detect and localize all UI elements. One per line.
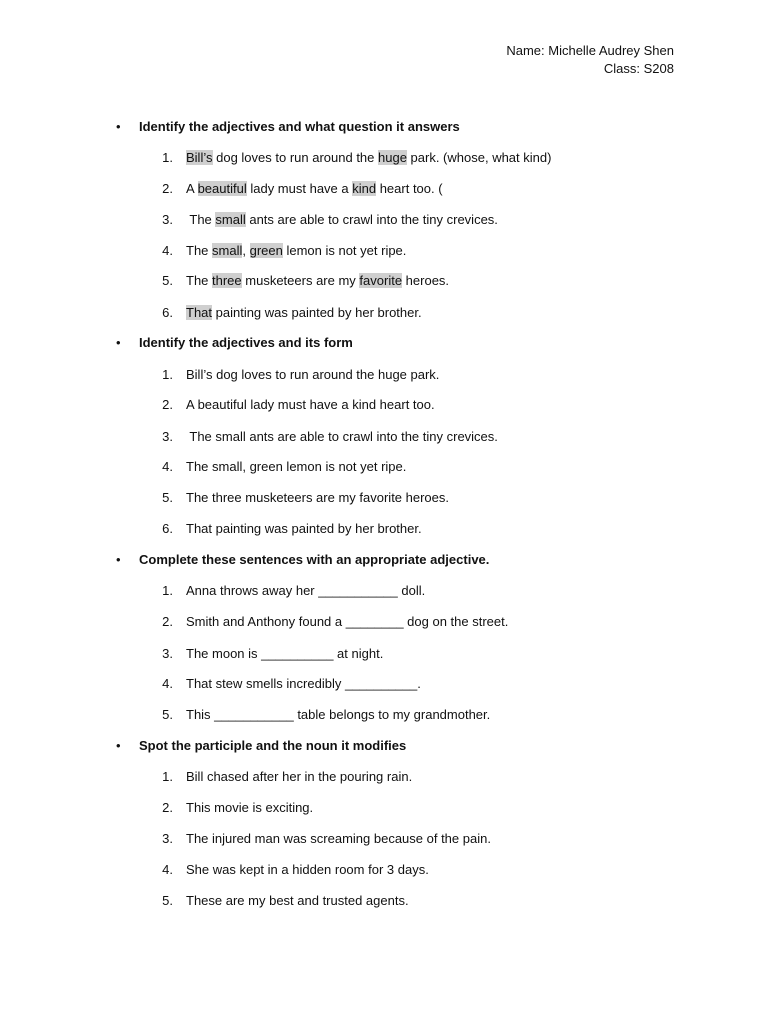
list-item — [186, 243, 406, 258]
list-item — [186, 521, 422, 536]
bullet-icon: • — [116, 119, 121, 134]
sentence-text: The moon is __________ at night. — [186, 646, 384, 661]
sentence-text: Bill’s dog loves to run around the huge park. — [186, 367, 440, 382]
sentence-text: Anna throws away her ___________ doll. — [186, 583, 426, 598]
sentence-text: The — [186, 243, 213, 258]
highlighted-adjective: beautiful — [197, 181, 247, 196]
sentence-text: This movie is exciting. — [186, 800, 314, 815]
item-number: 3. — [162, 212, 173, 227]
item-number: 5. — [162, 707, 173, 722]
highlighted-adjective: Bill’s — [186, 150, 213, 165]
highlighted-adjective: That — [186, 305, 213, 320]
section-heading: Identify the adjectives and its form — [139, 335, 353, 350]
list-item — [186, 676, 421, 691]
item-number: 4. — [162, 243, 173, 258]
item-number: 3. — [162, 831, 173, 846]
sentence-text: These are my best and trusted agents. — [186, 893, 409, 908]
item-number: 4. — [162, 862, 173, 877]
sentence-text: The — [186, 273, 213, 288]
sentence-text: That stew smells incredibly __________. — [186, 676, 421, 691]
list-item — [186, 212, 498, 227]
sentence-text: painting was painted by her brother. — [212, 305, 422, 320]
item-number: 2. — [162, 614, 173, 629]
item-number: 1. — [162, 769, 173, 784]
item-number: 2. — [162, 397, 173, 412]
list-item — [186, 614, 508, 629]
list-item — [186, 305, 422, 320]
list-item — [186, 273, 449, 288]
list-item — [186, 707, 490, 722]
bullet-icon: • — [116, 552, 121, 567]
highlighted-adjective: three — [212, 273, 242, 288]
highlighted-adjective: kind — [352, 181, 377, 196]
list-item — [186, 646, 383, 661]
item-number: 6. — [162, 305, 173, 320]
list-item — [186, 490, 449, 505]
sentence-text: ants are able to crawl into the tiny crevices. — [245, 212, 498, 227]
highlighted-adjective: favorite — [359, 273, 403, 288]
list-item — [186, 181, 443, 196]
sentence-text: musketeers are my — [241, 273, 360, 288]
list-item — [186, 862, 429, 877]
item-number: 3. — [162, 429, 173, 444]
sentence-text: That painting was painted by her brother. — [186, 521, 422, 536]
sentence-text: A beautiful lady must have a kind heart too. — [186, 397, 435, 412]
sentence-text: The small, green lemon is not yet ripe. — [186, 459, 407, 474]
sentence-text: heart too. ( — [376, 181, 443, 196]
sentence-text: This ___________ table belongs to my grandmother. — [186, 707, 491, 722]
item-number: 1. — [162, 367, 173, 382]
list-item — [186, 583, 425, 598]
sentence-text: lady must have a — [246, 181, 353, 196]
highlighted-adjective: small — [212, 243, 243, 258]
list-item — [186, 459, 406, 474]
sentence-text: The three musketeers are my favorite heroes. — [186, 490, 450, 505]
sentence-text: The — [186, 212, 216, 227]
item-number: 4. — [162, 459, 173, 474]
sentence-text: A — [186, 181, 198, 196]
item-number: 2. — [162, 181, 173, 196]
sentence-text: dog loves to run around the — [212, 150, 379, 165]
sentence-text: Smith and Anthony found a ________ dog on the street. — [186, 614, 509, 629]
item-number: 1. — [162, 583, 173, 598]
highlighted-adjective: green — [249, 243, 283, 258]
item-number: 3. — [162, 646, 173, 661]
list-item — [186, 429, 498, 444]
student-class: Class: S208 — [603, 61, 674, 76]
list-item — [186, 367, 439, 382]
highlighted-adjective: small — [215, 212, 246, 227]
item-number: 6. — [162, 521, 173, 536]
sentence-text: , — [242, 243, 250, 258]
item-number: 5. — [162, 490, 173, 505]
section-heading: Complete these sentences with an appropriate adjective. — [139, 552, 490, 567]
list-item — [186, 831, 491, 846]
sentence-text: Bill chased after her in the pouring rain. — [186, 769, 413, 784]
item-number: 4. — [162, 676, 173, 691]
item-number: 2. — [162, 800, 173, 815]
list-item — [186, 397, 435, 412]
list-item — [186, 150, 551, 165]
section-heading: Identify the adjectives and what question it answers — [139, 119, 460, 134]
item-number: 5. — [162, 273, 173, 288]
list-item — [186, 800, 313, 815]
bullet-icon: • — [116, 738, 121, 753]
sentence-text: park. (whose, what kind) — [406, 150, 552, 165]
highlighted-adjective: huge — [378, 150, 407, 165]
sentence-text: She was kept in a hidden room for 3 days. — [186, 862, 429, 877]
section-heading: Spot the participle and the noun it modifies — [139, 738, 407, 753]
sentence-text: The small ants are able to crawl into the tiny crevices. — [186, 429, 498, 444]
student-name: Name: Michelle Audrey Shen — [506, 43, 674, 58]
list-item — [186, 769, 412, 784]
sentence-text: heroes. — [402, 273, 450, 288]
item-number: 5. — [162, 893, 173, 908]
list-item — [186, 893, 409, 908]
item-number: 1. — [162, 150, 173, 165]
sentence-text: The injured man was screaming because of the pain. — [186, 831, 491, 846]
sentence-text: lemon is not yet ripe. — [282, 243, 407, 258]
bullet-icon: • — [116, 335, 121, 350]
